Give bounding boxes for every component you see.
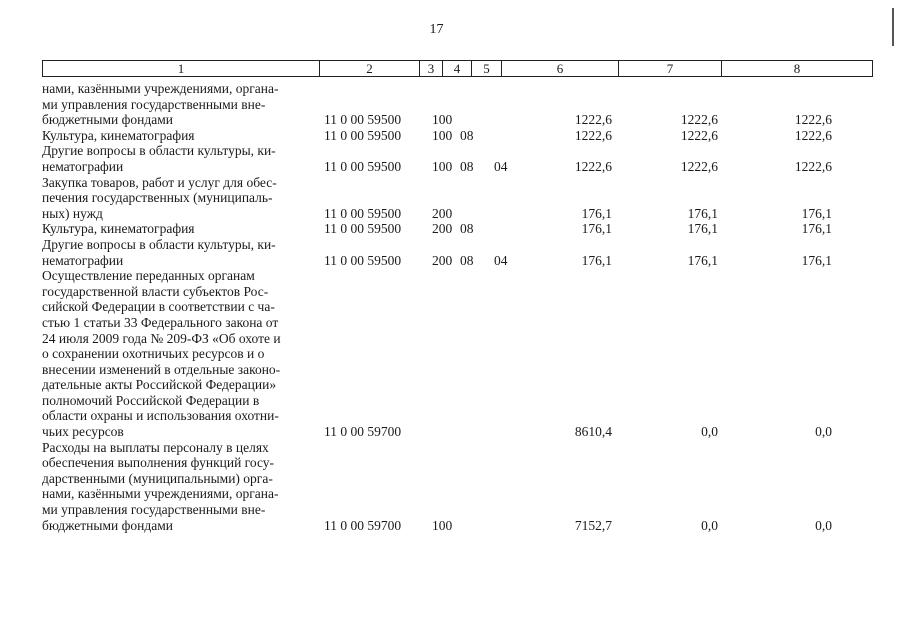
row-value-col7: 0,0: [701, 424, 718, 440]
table-row: [42, 143, 832, 174]
row-value-col8: 176,1: [801, 221, 832, 237]
page-number: 17: [429, 22, 444, 37]
table-row: [42, 221, 832, 237]
row-value-col8: 1222,6: [794, 127, 832, 143]
row-value-col6: 176,1: [581, 252, 612, 268]
row-section: 08: [460, 221, 474, 237]
row-code: 11 0 00 59700: [324, 517, 402, 533]
row-value-col7: 1222,6: [680, 158, 718, 174]
row-expense-type: 100: [432, 127, 453, 143]
row-expense-type: 100: [432, 517, 453, 533]
table-row: [42, 175, 832, 222]
row-code: 11 0 00 59500: [324, 205, 402, 221]
row-expense-type: 200: [432, 252, 453, 268]
header-col-5: 5: [472, 61, 502, 76]
row-expense-type: 200: [432, 221, 453, 237]
table-row: [42, 237, 832, 268]
row-section: 08: [460, 252, 474, 268]
row-code: 11 0 00 59500: [324, 112, 402, 128]
row-code: 11 0 00 59500: [324, 127, 402, 143]
row-expense-type: 100: [432, 112, 453, 128]
row-subsection: 04: [494, 252, 508, 268]
row-value-col6: 1222,6: [574, 158, 612, 174]
row-value-col8: 0,0: [815, 517, 832, 533]
row-description: Культура, кинематография: [42, 221, 195, 237]
row-value-col6: 1222,6: [574, 112, 612, 128]
header-col-3: 3: [420, 61, 443, 76]
row-value-col7: 1222,6: [680, 127, 718, 143]
row-value-col7: 1222,6: [680, 112, 718, 128]
row-value-col7: 0,0: [701, 517, 718, 533]
row-value-col6: 1222,6: [574, 127, 612, 143]
row-value-col7: 176,1: [687, 205, 718, 221]
row-description: Другие вопросы в области культуры, ки- нематографии: [42, 236, 276, 268]
row-value-col8: 176,1: [801, 205, 832, 221]
table-body: [42, 81, 832, 533]
row-section: 08: [460, 158, 474, 174]
row-code: 11 0 00 59700: [324, 424, 402, 440]
header-col-6: 6: [502, 61, 619, 76]
row-expense-type: 100: [432, 158, 453, 174]
row-description: Закупка товаров, работ и услуг для обес- печения государственных (муниципаль- ных) нужд: [42, 174, 277, 221]
header-col-8: 8: [793, 61, 801, 76]
row-value-col6: 7152,7: [574, 517, 612, 533]
table-row: [42, 81, 832, 128]
table-header-row: [42, 60, 873, 77]
row-value-col6: 8610,4: [574, 424, 612, 440]
header-col-7: 7: [619, 61, 722, 76]
row-description: Другие вопросы в области культуры, ки- нематографии: [42, 143, 276, 174]
table-row: [42, 128, 832, 144]
row-value-col8: 1222,6: [794, 158, 832, 174]
row-description: Культура, кинематография: [42, 127, 195, 143]
row-value-col6: 176,1: [581, 205, 612, 221]
row-value-col8: 1222,6: [794, 112, 832, 128]
row-subsection: 04: [494, 158, 508, 174]
row-description: нами, казёнными учреждениями, органа- ми управления государственными вне- бюджетными фондами: [42, 81, 279, 128]
row-description: Осуществление переданных органам государственной власти субъектов Рос- сийской Федерации в соответствии с ча- стью 1 статьи 33 Федерального закона от 24 июля 2009 года № 209-ФЗ «Об охоте и о сохранении охотничьих ресурсов и о внесении изменений в отдельные законо- дательные акты Российской Федерации» полномочий Российской Федерации в области охраны и использования охотни- чьих ресурсов: [42, 268, 281, 440]
scan-edge-mark: [892, 8, 894, 46]
header-col-1: 1: [43, 61, 320, 76]
row-value-col7: 176,1: [687, 221, 718, 237]
table-row: [42, 440, 832, 534]
row-value-col8: 176,1: [801, 252, 832, 268]
header-col-4: 4: [443, 61, 472, 76]
row-expense-type: 200: [432, 205, 453, 221]
row-code: 11 0 00 59500: [324, 252, 402, 268]
row-value-col6: 176,1: [581, 221, 612, 237]
row-section: 08: [460, 127, 474, 143]
row-code: 11 0 00 59500: [324, 221, 402, 237]
header-col-2: 2: [320, 61, 420, 76]
row-value-col8: 0,0: [815, 424, 832, 440]
row-description: Расходы на выплаты персоналу в целях обеспечения выполнения функций госу- дарственными (муниципальными) орга- нами, казёнными учреждениями, органа- ми управления государственными вне- бюджетными фондами: [42, 439, 279, 533]
row-value-col7: 176,1: [687, 252, 718, 268]
row-code: 11 0 00 59500: [324, 158, 402, 174]
table-row: [42, 268, 832, 440]
